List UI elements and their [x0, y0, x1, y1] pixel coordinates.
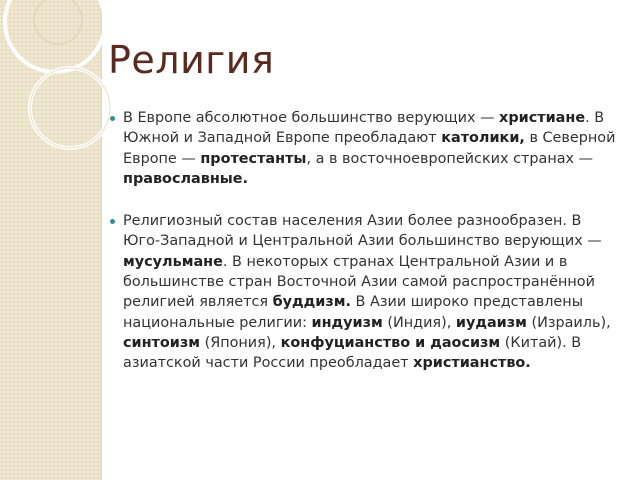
text-segment: (Япония), [200, 334, 281, 351]
text-segment: (Израиль), [526, 314, 611, 331]
text-segment: В Европе абсолютное большинство верующих — [123, 110, 500, 126]
text-segment: В Азии широко представлены национальные религии: [123, 294, 584, 331]
ring-top [5, 0, 105, 72]
text-segment: (Китай). В азиатской части России преобладает [123, 334, 582, 372]
slide-body [110, 108, 620, 396]
text-segment: . В Южной и Западной Европе преобладают [123, 110, 605, 147]
text-segment: . В некоторых странах Центральной Азии и в большинстве стран Восточной Азии самой распространённой религией является [123, 253, 595, 311]
bold-term: буддизм. [272, 294, 351, 311]
bold-term: конфуцианство и даосизм [280, 334, 501, 351]
bullet-paragraph [110, 211, 620, 373]
bold-term: синтоизм [123, 334, 200, 351]
bold-term: христианство. [413, 355, 531, 372]
bullet-icon [110, 116, 115, 121]
text-segment: , а в восточноевропейских странах — [306, 150, 594, 167]
bold-term: христиане [499, 110, 586, 126]
bullet-icon [110, 219, 115, 224]
slide-title: Религия [108, 38, 275, 82]
bold-term: протестанты [200, 150, 307, 167]
ring-small [34, 0, 82, 44]
bold-term: индуизм [311, 314, 383, 331]
bold-term: иудаизм [455, 314, 527, 331]
bold-term: католики, [441, 130, 525, 147]
bullet-paragraph [110, 108, 620, 189]
text-segment: Религиозный состав населения Азии более разнообразен. В Юго-Западной и Центральной Азии большинство верующих — [123, 213, 602, 250]
text-segment: в Северной Европе — [123, 130, 616, 167]
ring-middle-outline [30, 68, 110, 148]
text-segment: (Индия), [382, 314, 456, 331]
bold-term: мусульмане [123, 253, 223, 270]
bold-term: православные. [123, 170, 249, 187]
